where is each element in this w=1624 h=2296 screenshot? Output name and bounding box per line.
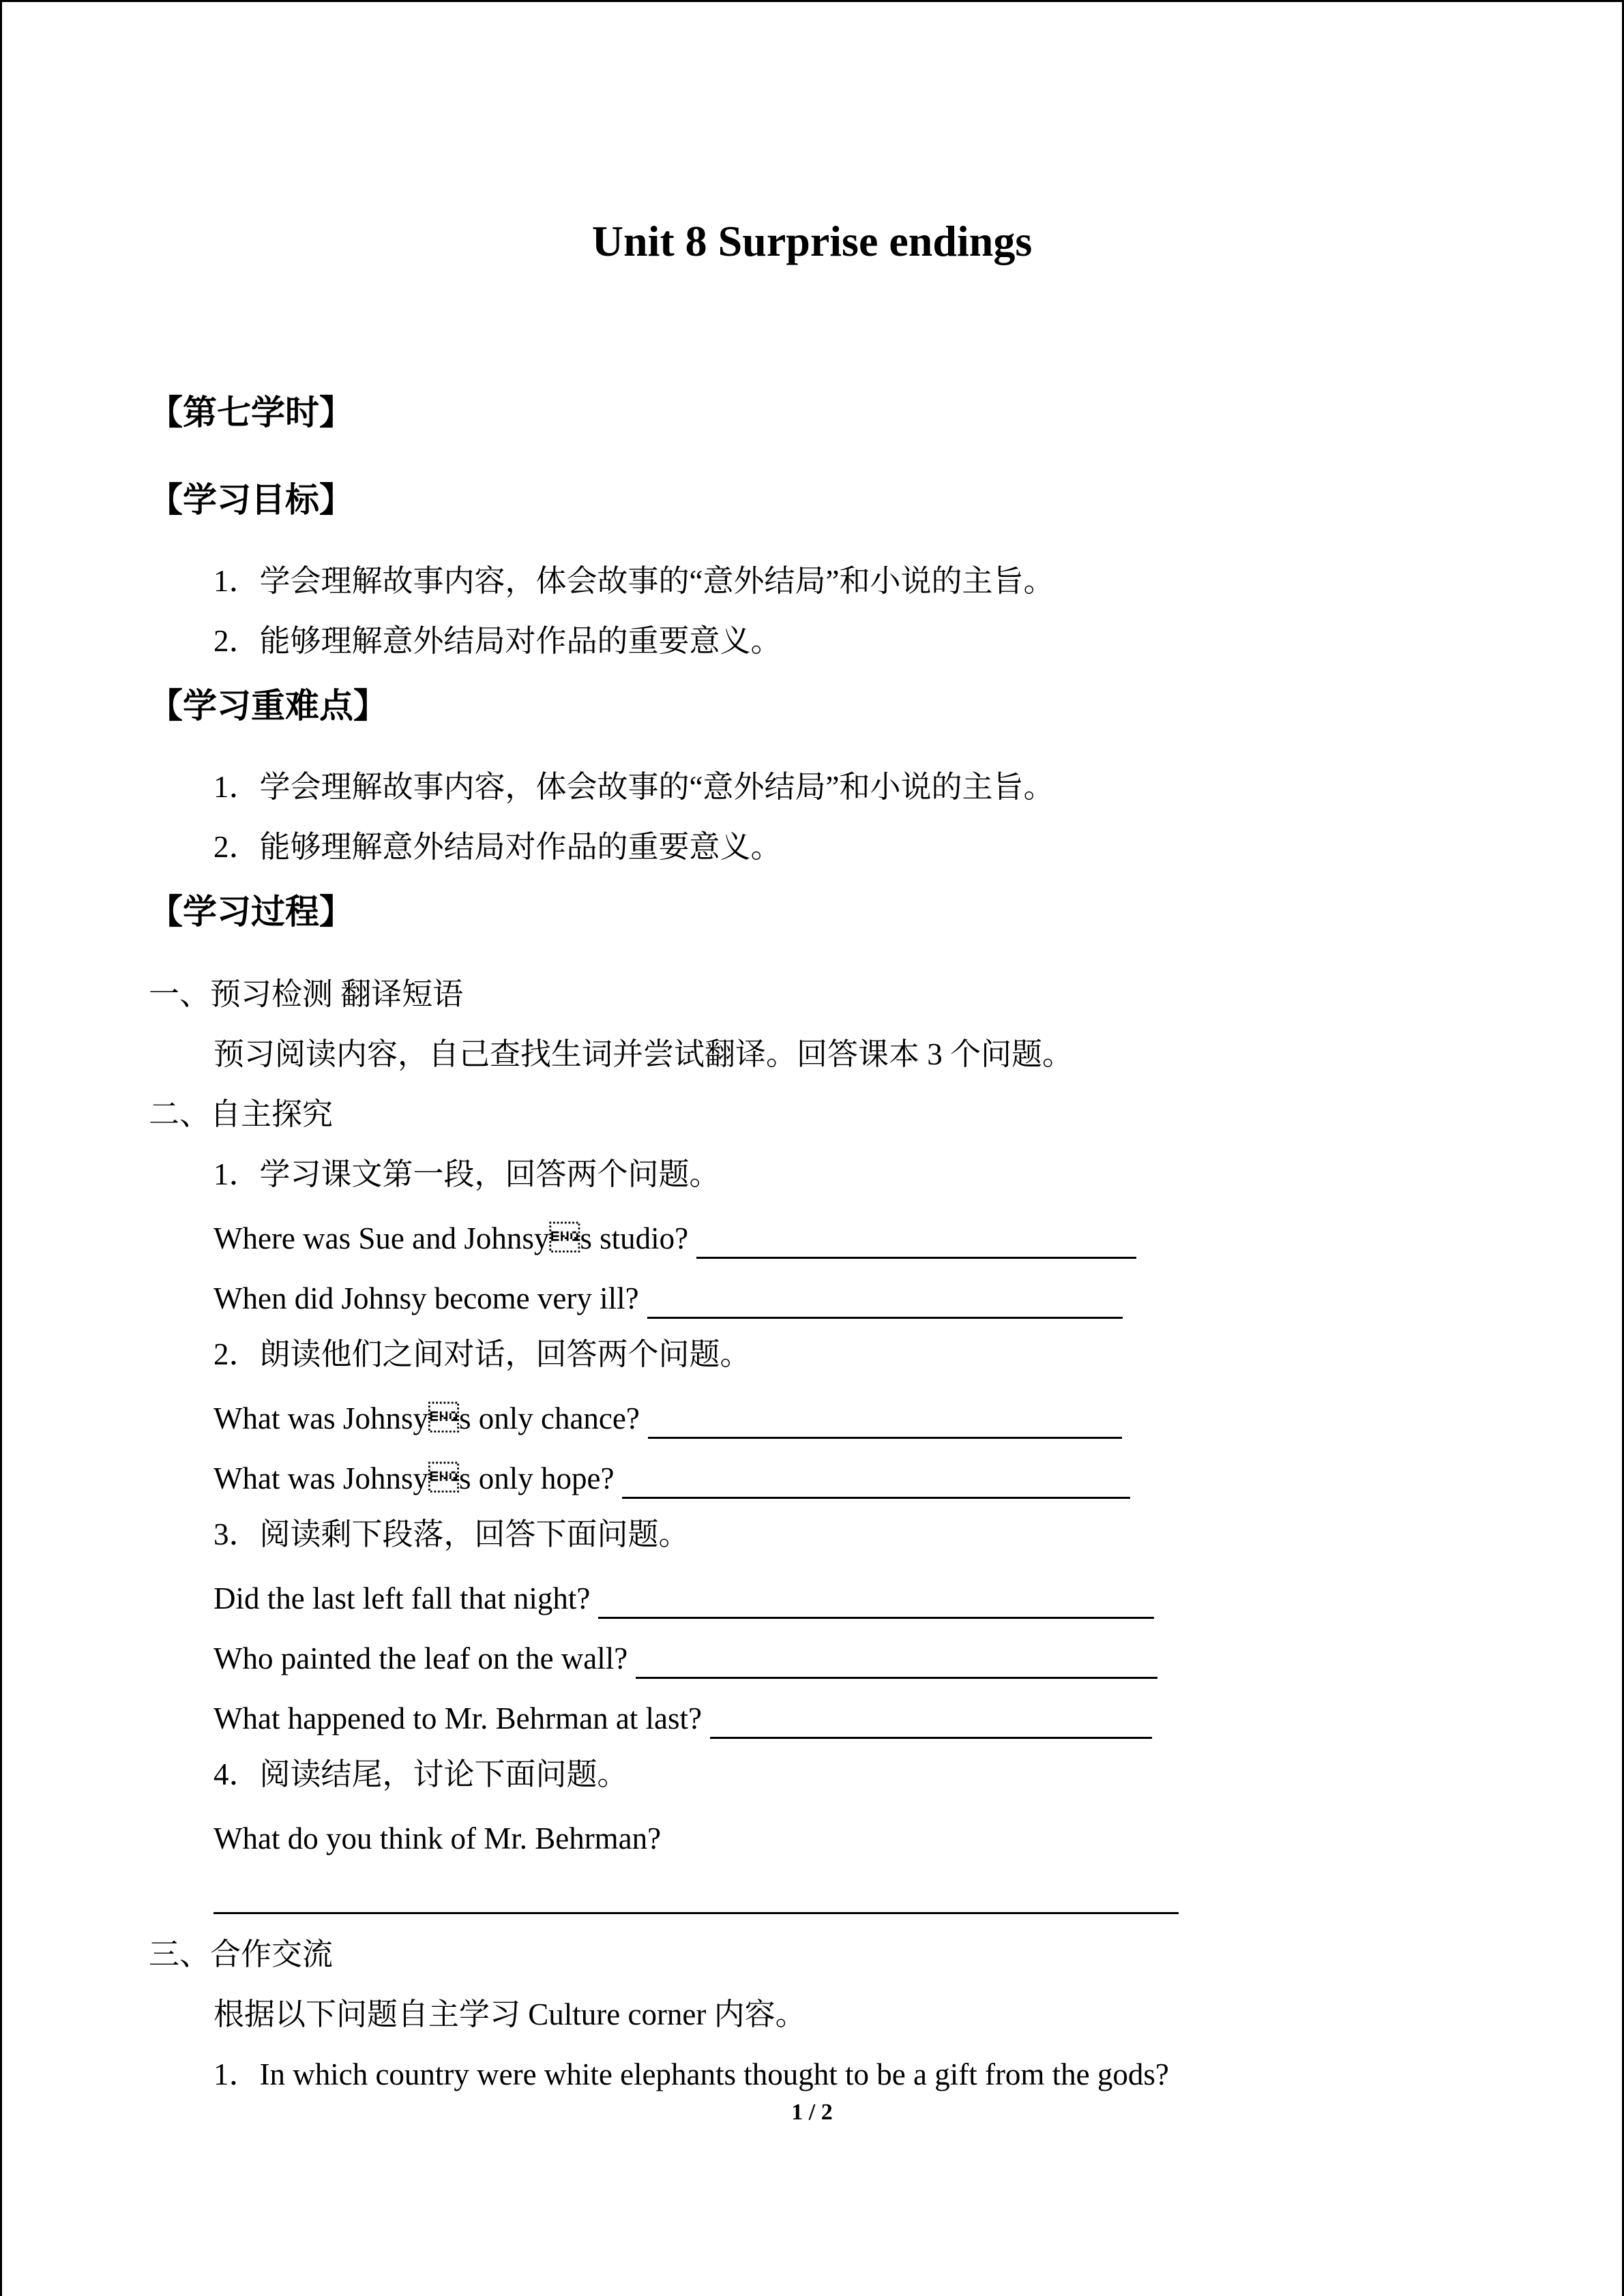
answer-blank[interactable] [696,1227,1136,1259]
question-text: What was Johnsys only chance? [213,1401,640,1435]
process-heading: 【学习过程】 [149,892,353,931]
page-number: 1 / 2 [791,2100,833,2125]
lesson-heading: 【第七学时】 [149,393,353,432]
answer-blank[interactable] [622,1467,1130,1499]
section3-text: 根据以下问题自主学习 Culture corner 内容。 [213,1997,806,2031]
question-text: Who painted the leaf on the wall? [213,1641,628,1675]
question-row-3 [213,1398,1122,1439]
question-row-7 [213,1698,1152,1739]
question-text: Where was Sue and Johnsys studio? [213,1221,689,1255]
question-text: What happened to Mr. Behrman at last? [213,1701,703,1735]
task4-text: 4．阅读结尾，讨论下面问题。 [213,1757,628,1791]
section3-question-1: 1．In which country were white elephants thought to be a gift from the gods? [213,2057,1169,2091]
section1-title: 一、预习检测 翻译短语 [149,977,464,1011]
answer-blank[interactable] [636,1647,1157,1679]
question-row-5 [213,1578,1154,1619]
goals-heading: 【学习目标】 [149,480,353,520]
question-row-4 [213,1458,1130,1499]
task1-text: 1．学习课文第一段，回答两个问题。 [213,1157,720,1191]
question-text: When did Johnsy become very ill? [213,1281,639,1315]
question-text: What was Johnsys only hope? [213,1461,615,1495]
key-point-item-2: 2．能够理解意外结局对作品的重要意义。 [213,830,782,864]
answer-blank[interactable] [647,1287,1123,1319]
question-text: Did the last left fall that night? [213,1581,591,1615]
section2-title: 二、自主探究 [149,1097,334,1131]
question-row-8: What do you think of Mr. Behrman? [213,1821,662,1855]
goal-item-2: 2．能够理解意外结局对作品的重要意义。 [213,624,782,658]
answer-blank-long[interactable] [213,1912,1179,1914]
section1-text: 预习阅读内容，自己查找生词并尝试翻译。回答课本 3 个问题。 [213,1037,1074,1071]
question-row-1 [213,1218,1136,1259]
task2-text: 2．朗读他们之间对话，回答两个问题。 [213,1337,751,1371]
answer-blank[interactable] [598,1587,1154,1619]
answer-blank[interactable] [648,1407,1122,1439]
key-point-item-1: 1．学会理解故事内容，体会故事的“意外结局”和小说的主旨。 [213,770,1054,804]
question-row-2 [213,1278,1123,1319]
task3-text: 3．阅读剩下段落，回答下面问题。 [213,1517,690,1551]
page-title: Unit 8 Surprise endings [591,217,1033,265]
section3-title: 三、合作交流 [149,1937,334,1971]
key-points-heading: 【学习重难点】 [149,686,387,726]
answer-blank[interactable] [710,1707,1152,1739]
question-row-6 [213,1638,1157,1679]
goal-item-1: 1．学会理解故事内容，体会故事的“意外结局”和小说的主旨。 [213,564,1054,598]
